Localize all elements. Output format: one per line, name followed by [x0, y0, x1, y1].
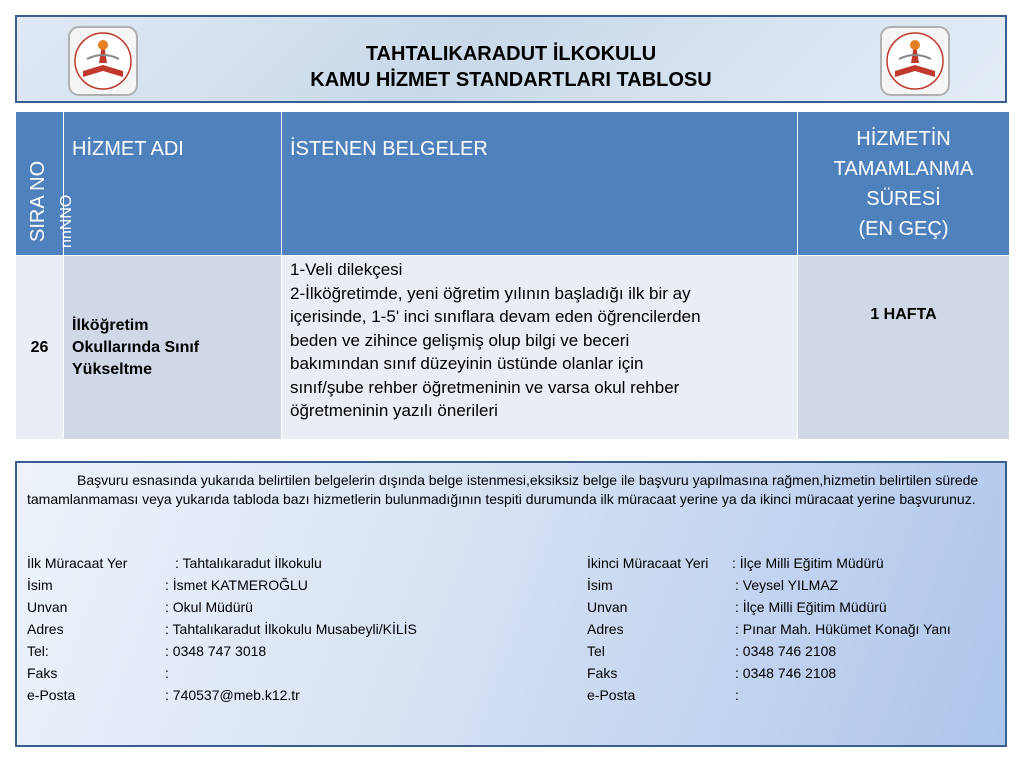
header-banner: [15, 15, 1007, 103]
row-number: 26: [16, 256, 64, 440]
header-hizmet-adi-label: HİZMET ADI: [72, 138, 184, 160]
header-sure-line-4: (EN GEÇ): [858, 217, 949, 240]
first-contact-row: [27, 553, 127, 573]
table-header-row: [16, 112, 1010, 256]
second-contact-value: :: [735, 687, 739, 703]
second-contact-value: : 0348 746 2108: [735, 665, 837, 681]
table-row: [16, 256, 1010, 440]
title-line-2: KAMU HİZMET STANDARTLARI TABLOSU: [310, 69, 712, 91]
first-contact-value: :: [165, 665, 169, 681]
first-contact-value: : Tahtalıkaradut İlkokulu Musabeyli/KİLİS: [165, 621, 417, 637]
first-contact-value: : 0348 747 3018: [165, 643, 267, 659]
header-istenen-belgeler: İSTENEN BELGELER: [282, 112, 798, 256]
page-title: [17, 41, 1005, 93]
second-contact-label: Tel: [587, 643, 605, 659]
row-service-name-line-2: Okullarında Sınıf: [72, 338, 200, 356]
header-sure-line-3: SÜRESİ: [866, 187, 941, 210]
first-contact-label: İsim: [27, 577, 53, 593]
second-contact-value: : 0348 746 2108: [735, 643, 837, 659]
first-contact-value: : 740537@meb.k12.tr: [165, 687, 300, 703]
document-line: 2-İlköğretimde, yeni öğretim yılının başladığı ilk bir ay: [290, 283, 691, 303]
second-contact-label: Adres: [587, 621, 624, 637]
meb-logo-icon: [877, 23, 953, 99]
second-contact-value: : İlçe Milli Eğitim Müdürü: [735, 599, 887, 615]
service-table: [15, 111, 1010, 440]
contact-info-box: [15, 461, 1007, 747]
header-overlay-text: nnNNO: [58, 194, 75, 248]
document-line: sınıf/şube rehber öğretmeninin ve varsa okul rehber: [290, 377, 680, 397]
second-contact-value: : İlçe Milli Eğitim Müdürü: [732, 555, 884, 571]
header-sure-line-1: HİZMETİN: [856, 127, 951, 150]
second-contact-value: : Veysel YILMAZ: [735, 577, 839, 593]
first-contact-value: : Okul Müdürü: [165, 599, 253, 615]
header-sira-no: [16, 112, 64, 256]
first-contact-label: Adres: [27, 621, 64, 637]
title-line-1: TAHTALIKARADUT İLKOKULU: [365, 43, 657, 65]
row-service-name: [64, 256, 282, 440]
first-contact-value: : İsmet KATMEROĞLU: [165, 577, 308, 593]
second-contact-label: İsim: [587, 577, 613, 593]
document-line: bakımından sınıf düzeyinin üstünde olanlar için: [290, 354, 644, 373]
second-contact-label: Faks: [587, 665, 618, 681]
first-contact-label: Tel:: [27, 643, 49, 659]
document-line: öğretmeninin yazılı önerileri: [290, 401, 498, 420]
row-duration: 1 HAFTA: [798, 256, 1010, 440]
second-contact-value: : Pınar Mah. Hükümet Konağı Yanı: [735, 621, 951, 637]
info-paragraph: Başvuru esnasında yukarıda belirtilen belgelerin dışında belge istenmesi,eksiksiz belge ile başvuru yapılmasına rağmen,hizmetin belirtilen sürede tamamlanmaması veya yukarıda tabloda bazı hizmetlerin bulunmadığının tespiti durumunda ilk müracaat yerine ya da ikinci müracaat yerine başvurunuz.: [27, 472, 979, 507]
header-hizmet-adi: [58, 112, 282, 256]
row-service-name-line-3: Yükseltme: [72, 360, 153, 378]
second-contact-label: e-Posta: [587, 687, 636, 703]
header-sira-no-label: SIRA NO: [27, 160, 49, 242]
first-contact-label: e-Posta: [27, 687, 76, 703]
row-documents: [282, 256, 798, 440]
document-line: 1-Veli dilekçesi: [290, 260, 403, 279]
first-contact-label: İlk Müracaat Yer: [27, 555, 128, 571]
document-line: beden ve zihince gelişmiş olup bilgi ve beceri: [290, 330, 630, 350]
row-service-name-line-1: İlköğretim: [72, 316, 149, 334]
header-sure: [798, 112, 1010, 256]
header-sure-line-2: TAMAMLANMA: [833, 157, 974, 180]
document-line: içerisinde, 1-5' inci sınıflara devam eden öğrencilerden: [290, 307, 701, 326]
first-contact-label: Unvan: [27, 599, 68, 615]
second-contact-label: İkinci Müracaat Yeri: [587, 555, 709, 571]
first-contact-value: : Tahtalıkaradut İlkokulu: [175, 555, 322, 571]
second-contact-label: Unvan: [587, 599, 628, 615]
first-contact-label: Faks: [27, 665, 58, 681]
